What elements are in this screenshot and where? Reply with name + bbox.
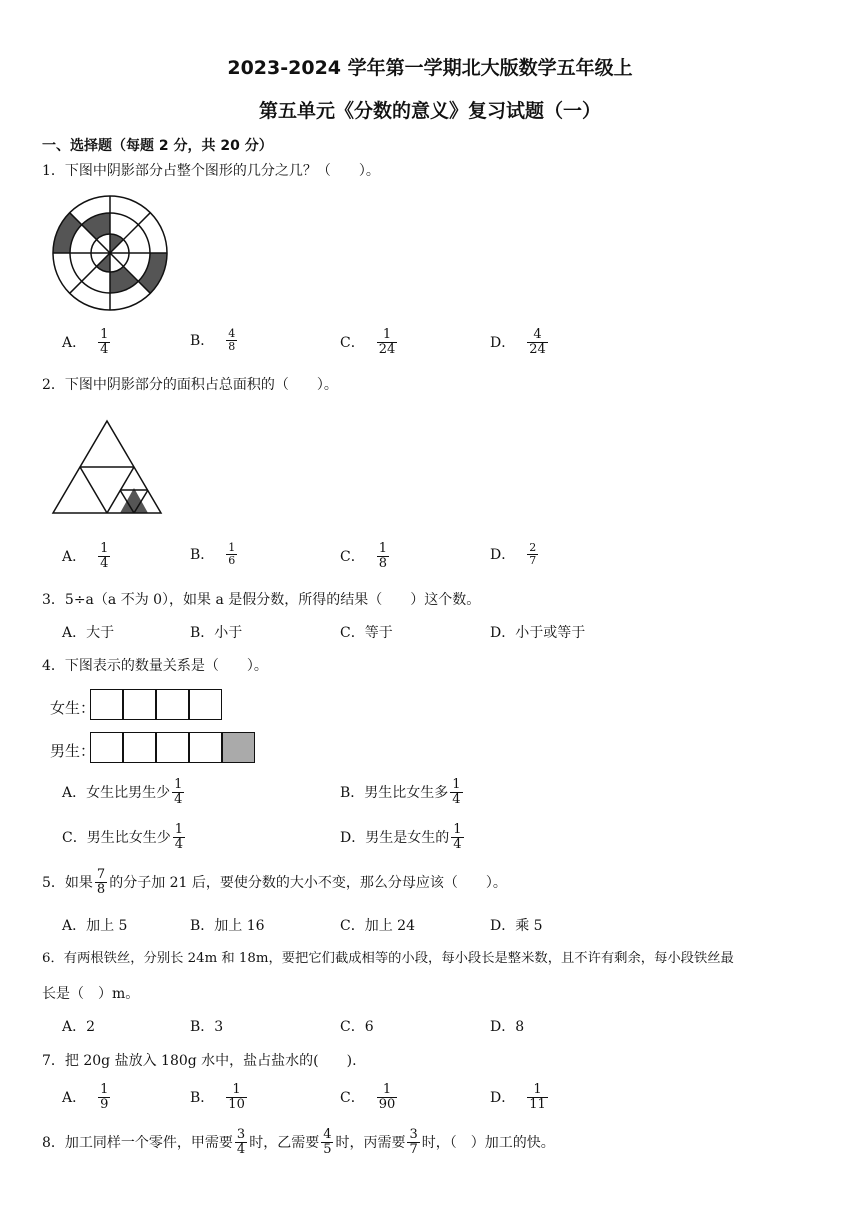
question-7-text: 7．把 20g 盐放入 180g 水中，盐占盐水的( ). [42, 1053, 357, 1069]
question-2-text: 2．下图中阴影部分的面积占总面积的（ ）。 [42, 377, 338, 393]
shaded-sector [110, 266, 138, 293]
question-1-option-b[interactable]: B． $\frac{4}{8}$ [190, 327, 236, 353]
question-4-option-b[interactable]: B．男生比女生多 $\frac{1}{4}$ [340, 777, 461, 807]
title-line-1: 2023-2024 学年第一学期北大版数学五年级上 [227, 57, 633, 79]
question-2-option-a[interactable]: A． $\frac{1}{4}$ [62, 541, 109, 571]
question-7-option-b[interactable]: B． $\frac{1}{10}$ [190, 1082, 245, 1112]
question-2-option-b[interactable]: B． $\frac{1}{6}$ [190, 541, 236, 567]
girls-unit [156, 689, 189, 720]
question-6-option-d[interactable]: D．8 [490, 1019, 525, 1035]
question-5-option-d[interactable]: D．乘 5 [490, 918, 543, 934]
question-3-text: 3．5÷a（a 不为 0），如果 a 是假分数，所得的结果（ ）这个数。 [42, 592, 481, 608]
boys-label: 男生： [50, 742, 96, 760]
boys-unit [123, 732, 156, 763]
title-line-2: 第五单元《分数的意义》复习试题（一） [258, 100, 601, 122]
question-2-option-c[interactable]: C． $\frac{1}{8}$ [340, 541, 387, 571]
question-6-option-a[interactable]: A．2 [62, 1019, 96, 1035]
question-2-triangle-figure [50, 418, 165, 518]
boys-unit [189, 732, 222, 763]
question-2-option-d[interactable]: D． $\frac{2}{7}$ [490, 541, 537, 567]
girls-unit [189, 689, 222, 720]
question-7-option-c[interactable]: C． $\frac{1}{90}$ [340, 1082, 396, 1112]
question-6-text-line-2: 长是（ ）m。 [42, 986, 140, 1002]
question-6-option-c[interactable]: C．6 [340, 1019, 374, 1035]
girls-unit [90, 689, 123, 720]
question-1-option-d[interactable]: D． $\frac{4}{24}$ [490, 327, 546, 357]
question-6-text-line-1: 6．有两根铁丝，分别长 24m 和 18m，要把它们截成相等的小段，每小段长是整米数，且不许有剩余，每小段铁丝最 [42, 951, 734, 966]
question-1-option-c[interactable]: C． $\frac{1}{24}$ [340, 327, 396, 357]
question-4-option-d[interactable]: D．男生是女生的 $\frac{1}{4}$ [340, 822, 462, 852]
question-5-option-b[interactable]: B．加上 16 [190, 918, 265, 934]
question-5-text: 5．如果 $\frac{7}{8}$ 的分子加 21 后，要使分数的大小不变，那么分母应该（ ）。 [42, 867, 507, 897]
question-3-option-c[interactable]: C．等于 [340, 625, 393, 641]
question-5-option-c[interactable]: C．加上 24 [340, 918, 415, 934]
question-8-text: 8．加工同样一个零件，甲需要 $\frac{3}{4}$ 时，乙需要 $\frac{4}{5}$ 时，丙需要 $\frac{3}{7}$ 时，（ ）加工的快。 [42, 1127, 555, 1157]
question-4-text: 4．下图表示的数量关系是（ ）。 [42, 658, 268, 674]
girls-unit [123, 689, 156, 720]
question-3-option-d[interactable]: D．小于或等于 [490, 625, 586, 641]
question-4-option-c[interactable]: C．男生比女生少 $\frac{1}{4}$ [62, 822, 183, 852]
boys-extra-unit-shaded [222, 732, 255, 763]
question-7-option-d[interactable]: D． $\frac{1}{11}$ [490, 1082, 546, 1112]
question-3-option-a[interactable]: A．大于 [62, 625, 115, 641]
question-7-option-a[interactable]: A． $\frac{1}{9}$ [62, 1082, 109, 1112]
boys-unit [156, 732, 189, 763]
girls-label: 女生： [50, 699, 96, 717]
section-heading: 一、选择题（每题 2 分，共 20 分） [42, 138, 273, 154]
question-6-option-b[interactable]: B．3 [190, 1019, 224, 1035]
question-1-option-a[interactable]: A． $\frac{1}{4}$ [62, 327, 109, 357]
question-4-option-a[interactable]: A．女生比男生少 $\frac{1}{4}$ [62, 777, 183, 807]
question-1-circle-figure [50, 193, 170, 313]
question-3-option-b[interactable]: B．小于 [190, 625, 243, 641]
question-5-option-a[interactable]: A．加上 5 [62, 918, 128, 934]
question-1-text: 1．下图中阴影部分占整个图形的几分之几？（ ）。 [42, 163, 380, 179]
boys-unit [90, 732, 123, 763]
